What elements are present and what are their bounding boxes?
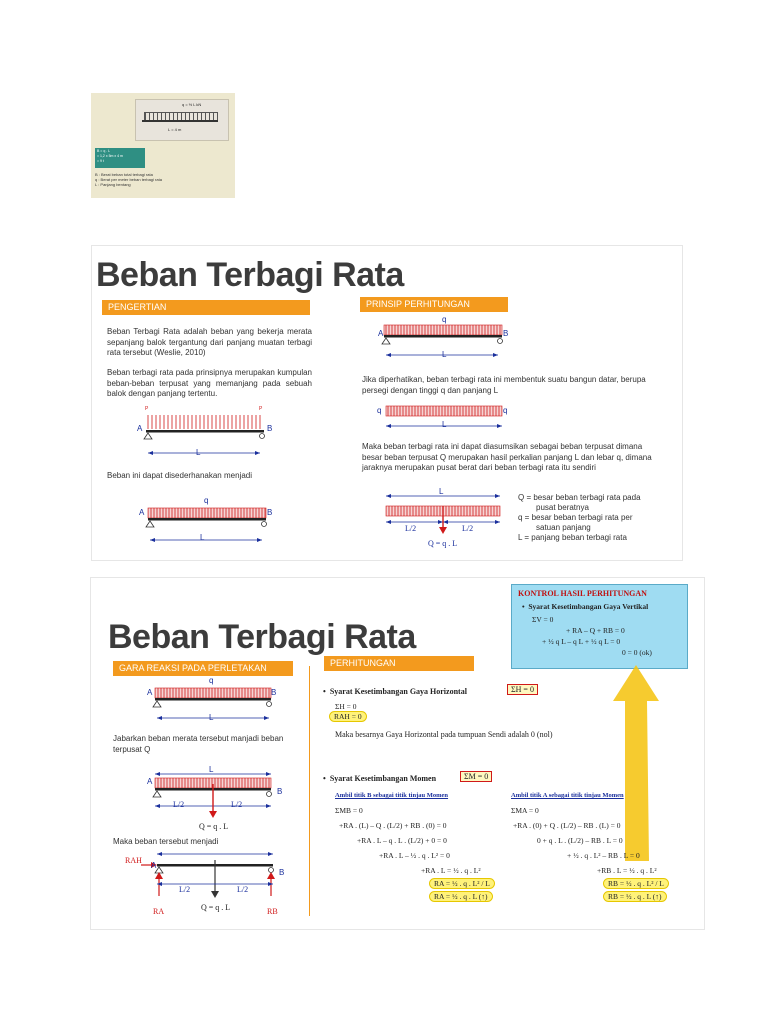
kontrol-line: + RA – Q + RB = 0 [566, 626, 625, 635]
section-header-reaksi: GARA REAKSI PADA PERLETAKAN [113, 661, 293, 676]
momen-left-line: +RA . L – q . L . (L/2) + 0 = 0 [357, 836, 447, 845]
paragraph-maka: Maka beban tersebut menjadi [113, 837, 219, 846]
horizontal-desc: Maka besarnya Gaya Horizontal pada tumpuan Sendi adalah 0 (nol) [335, 730, 553, 739]
thumbnail-green-line: = 1,2 x 5m x 4 m [97, 154, 123, 158]
label-half-L: L/2 [231, 800, 243, 809]
thumbnail-green-box [95, 148, 145, 168]
paragraph-observation: Jika diperhatikan, beban terbagi rata ini membentuk suatu bangun datar, berupa persegi dengan tinggi q dan panjang L [362, 375, 646, 395]
momen-right-head: Ambil titik A sebagai titik tinjau Momen [511, 792, 624, 799]
ra-result: RA = ½ . q . L (↑) [429, 891, 493, 902]
label-L: L [200, 533, 205, 542]
label-A: A [147, 688, 153, 697]
label-P: P [259, 406, 263, 412]
label-half-L: L/2 [462, 524, 474, 533]
uniform-load-diagram [151, 686, 277, 728]
label-A: A [137, 424, 143, 433]
slide-title: Beban Terbagi Rata [108, 618, 416, 656]
kontrol-box [511, 584, 688, 669]
paragraph-simplify: Beban ini dapat disederhanakan menjadi [107, 471, 252, 480]
resultant-load-diagram [382, 492, 508, 542]
paragraph-principle: Beban terbagi rata pada prinsipnya merupakan kumpulan beban-beban terpusat yang memanjang pada sebuah balok dengan panjang tertentu. [107, 368, 312, 398]
label-RB: RB [267, 907, 278, 916]
label-L: L [209, 713, 214, 722]
thumbnail-notes [95, 172, 215, 187]
label-L: L [442, 420, 447, 429]
thumbnail-note: q : Berat per meter beban terbagi rata [95, 177, 162, 182]
up-arrow-icon [613, 665, 659, 865]
label-B: B [503, 329, 509, 338]
thumbnail-green-line: B = q . L [97, 149, 111, 153]
legend-line: L = panjang beban terbagi rata [518, 533, 627, 542]
label-resultant-Q: Q = q . L [201, 903, 231, 912]
paragraph-definition: Beban Terbagi Rata adalah beban yang bekerja merata sepanjang balok tergantung dari panjang muatan terbagi rata tersebut (Weslie, 2010) [107, 327, 312, 357]
label-half-L: L/2 [237, 885, 249, 894]
thumbnail-note: L : Panjang bentang [95, 182, 131, 187]
section-header-prinsip: PRINSIP PERHITUNGAN [360, 297, 508, 312]
slide-prinsip [92, 246, 682, 560]
label-q: q [209, 676, 214, 685]
legend-block [518, 493, 668, 543]
label-half-L: L/2 [179, 885, 191, 894]
momen-left-line: +RA . L = ½ . q . L² [421, 866, 481, 875]
label-q: q [503, 406, 508, 415]
momen-left-line: ΣMB = 0 [335, 806, 363, 815]
momen-right-line: ΣMA = 0 [511, 806, 539, 815]
horizontal-bullet: • Syarat Kesetimbangan Gaya Horizontal [323, 687, 467, 696]
momen-left-line: +RA . (L) – Q . (L/2) + RB . (0) = 0 [339, 821, 447, 830]
label-L: L [196, 448, 201, 457]
label-B: B [277, 787, 283, 796]
momen-bullet-text: Syarat Kesetimbangan Momen [329, 774, 437, 783]
sum-h-box: ΣH = 0 [507, 684, 538, 695]
legend-line: Q = besar beban terbagi rata pada [518, 493, 641, 502]
legend-line: q = besar beban terbagi rata per [518, 513, 633, 522]
label-A: A [147, 777, 153, 786]
label-resultant-Q: Q = q . L [428, 539, 458, 548]
thumbnail-dim: L = 4 m [168, 127, 182, 132]
label-B: B [267, 508, 273, 517]
sum-m-box: ΣM = 0 [460, 771, 492, 782]
momen-right-line: +RA . (0) + Q . (L/2) – RB . (L) = 0 [513, 821, 621, 830]
label-P: P [145, 406, 149, 412]
ra-intermediate: RA = ½ . q . L² / L [429, 878, 495, 889]
label-A: A [378, 329, 384, 338]
thumbnail-formula: q = ½ L kN [182, 102, 202, 107]
column-divider [309, 666, 310, 916]
momen-left-line: +RA . L – ½ . q . L² = 0 [379, 851, 450, 860]
kontrol-title: KONTROL HASIL PERHITUNGAN [518, 589, 647, 598]
rah-result: RAH = 0 [329, 711, 367, 722]
label-resultant-Q: Q = q . L [199, 822, 229, 831]
reaction-diagram [141, 850, 291, 910]
label-B: B [279, 868, 285, 877]
momen-right-line: +RB . L = ½ . q . L² [597, 866, 657, 875]
kontrol-bullet-text: Syarat Kesetimbangan Gaya Vertikal [528, 602, 649, 611]
label-half-L: L/2 [405, 524, 417, 533]
momen-right-line: 0 + q . L . (L/2) – RB . L = 0 [537, 836, 623, 845]
label-L: L [209, 765, 214, 774]
label-L: L [442, 350, 447, 359]
rb-result: RB = ½ . q . L (↑) [603, 891, 667, 902]
label-RAH: RAH [125, 856, 142, 865]
horizontal-line: ΣH = 0 [335, 702, 357, 711]
legend-line: pusat beratnya [536, 503, 589, 512]
kontrol-line: + ½ q L – q L + ½ q L = 0 [542, 637, 621, 646]
label-q: q [204, 496, 209, 505]
label-RA: RA [153, 907, 165, 916]
slide-title: Beban Terbagi Rata [96, 256, 404, 294]
momen-right-line: + ½ . q . L² – RB . L = 0 [567, 851, 640, 860]
section-header-pengertian: PENGERTIAN [102, 300, 310, 315]
thumbnail-beam-diagram [135, 99, 229, 141]
slide-reaksi [91, 578, 704, 929]
thumbnail-image [91, 93, 235, 198]
label-half-L: L/2 [173, 800, 185, 809]
label-q: q [442, 315, 447, 324]
label-q: q [377, 406, 382, 415]
label-B: B [271, 688, 277, 697]
momen-bullet: • Syarat Kesetimbangan Momen [323, 774, 437, 783]
resultant-load-diagram [151, 770, 279, 830]
kontrol-line: ΣV = 0 [532, 615, 554, 624]
thumbnail-note: B : Berat beban total terbagi rata [95, 172, 153, 177]
legend-line: satuan panjang [536, 523, 591, 532]
rb-intermediate: RB = ½ . q . L² / L [603, 878, 669, 889]
kontrol-bullet: • Syarat Kesetimbangan Gaya Vertikal [522, 602, 649, 611]
uniform-load-diagram [144, 504, 272, 549]
label-A: A [139, 508, 145, 517]
label-A: A [151, 861, 157, 870]
paragraph-jabarkan: Jabarkan beban merata tersebut manjadi beban terpusat Q [113, 734, 284, 754]
section-header-perhitungan: PERHITUNGAN [324, 656, 474, 671]
kontrol-line: 0 = 0 (ok) [622, 648, 652, 657]
momen-left-head: Ambil titik B sebagai titik tinjau Momen [335, 792, 449, 799]
label-B: B [267, 424, 273, 433]
thumbnail-beam [142, 120, 218, 122]
paragraph-assumption: Maka beban terbagi rata ini dapat diasumsikan sebagai beban terpusat dimana besar beban terpusat Q merupakan hasil perkalian panjang L dan lebar q, dimana jaraknya merupakan pusat berat dari beban terbagi rata itu sendiri [362, 442, 652, 472]
thumbnail-green-line: = 9 t [97, 159, 104, 163]
label-L: L [439, 487, 444, 496]
point-loads-diagram [142, 411, 272, 461]
horizontal-bullet-text: Syarat Kesetimbangan Gaya Horizontal [329, 687, 467, 696]
